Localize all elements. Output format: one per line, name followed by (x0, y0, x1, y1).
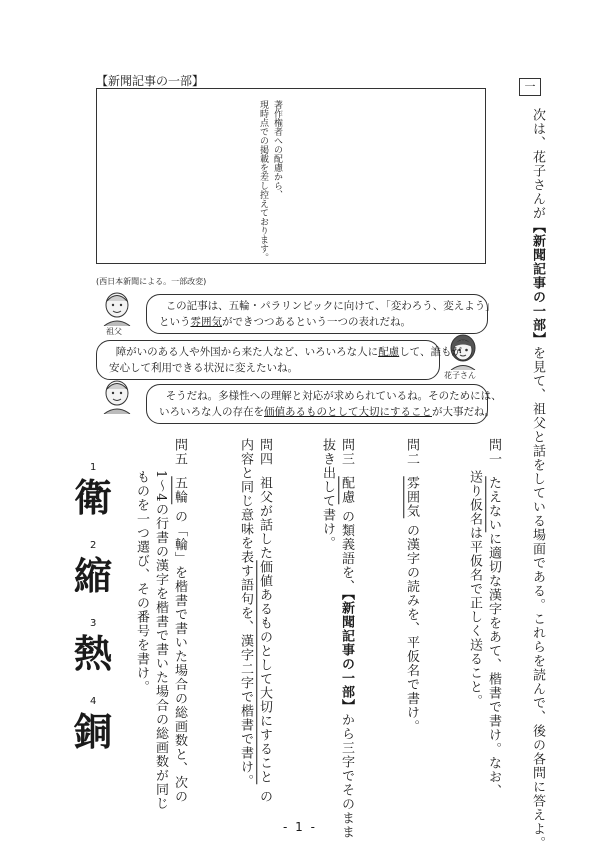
question-3-line-1: 問三 配慮 の類義語を、【新聞記事の一部】から三字でそのまま (339, 438, 354, 839)
speaker-label: 花子さん (444, 371, 476, 380)
dialogue-bubble-grandfather-1: この記事は、五輪・パラリンピックに向けて、「変わろう、変えよう」 という雰囲気ができつつあるという一つの表れだね。 (146, 294, 488, 334)
page-number: - 1 - (283, 820, 317, 834)
question-1-line-1: 問一 たえないに適切な漢字をあて、楷書で書け。なお、 (486, 438, 501, 799)
kanji-choice-1: 衛 (74, 475, 113, 520)
question-2: 問二 雰囲気 の漢字の読みを、平仮名で書け。 (404, 438, 419, 734)
kanji-choice-3: 熱 (74, 631, 113, 676)
question-3-line-2: 抜き出して書け。 (320, 438, 335, 550)
dialogue-bubble-grandfather-2: そうだね。多様性への理解と対応が求められているね。そのためには、 いろいろな人の存在を価値あるものとして大切にすることが大事だね。 (146, 384, 488, 424)
question-4-line-1: 問四 祖父が話した価値あるものとして大切にすること の (257, 438, 272, 804)
question-number-box: 一 (519, 78, 541, 96)
article-box-title: 【新聞記事の一部】 (96, 74, 205, 88)
choice-number: 3 (90, 618, 97, 629)
choice-number: 1 (90, 462, 97, 473)
question-5-line-1: 問五 五輪 の「輪」を楷書で書いた場合の総画数と、次の (172, 438, 187, 804)
question-5-line-2: 1〜4の行書の漢字を楷書で書いた場合の総画数が同じ (153, 470, 168, 811)
question-5-line-3: ものを一つ選び、その番号を書け。 (134, 470, 149, 694)
question-1-line-2: 送り仮名は平仮名で正しく送ること。 (467, 470, 482, 708)
grandfather-avatar-icon (100, 290, 134, 326)
choice-number: 2 (90, 540, 97, 551)
speaker-label: 祖父 (106, 327, 122, 336)
grandfather-avatar-icon (100, 378, 134, 414)
article-source: (西日本新聞による。一部改変) (96, 277, 207, 286)
kanji-choice-2: 縮 (74, 553, 113, 598)
copyright-note-2: 現時点での掲載を差し控えております。 (258, 100, 268, 262)
question-4-line-2: 内容と同じ意味を表す語句を、漢字二字で楷書で書け。 (238, 438, 253, 788)
choice-number: 4 (90, 696, 97, 707)
intro-line-1: 次は、花子さんが【新聞記事の一部】を見て、祖父と話をしている場面である。これらを読んで、後の各問に答えよ。 (530, 108, 545, 850)
kanji-choice-4: 銅 (74, 709, 113, 754)
dialogue-bubble-hanako: 障がいのある人や外国から来た人など、いろいろな人に配慮して、誰もが 安心して利用できる状況に変えたいね。 (96, 340, 440, 380)
copyright-note-1: 著作権者への配慮から、 (272, 100, 282, 199)
article-frame (96, 88, 486, 264)
